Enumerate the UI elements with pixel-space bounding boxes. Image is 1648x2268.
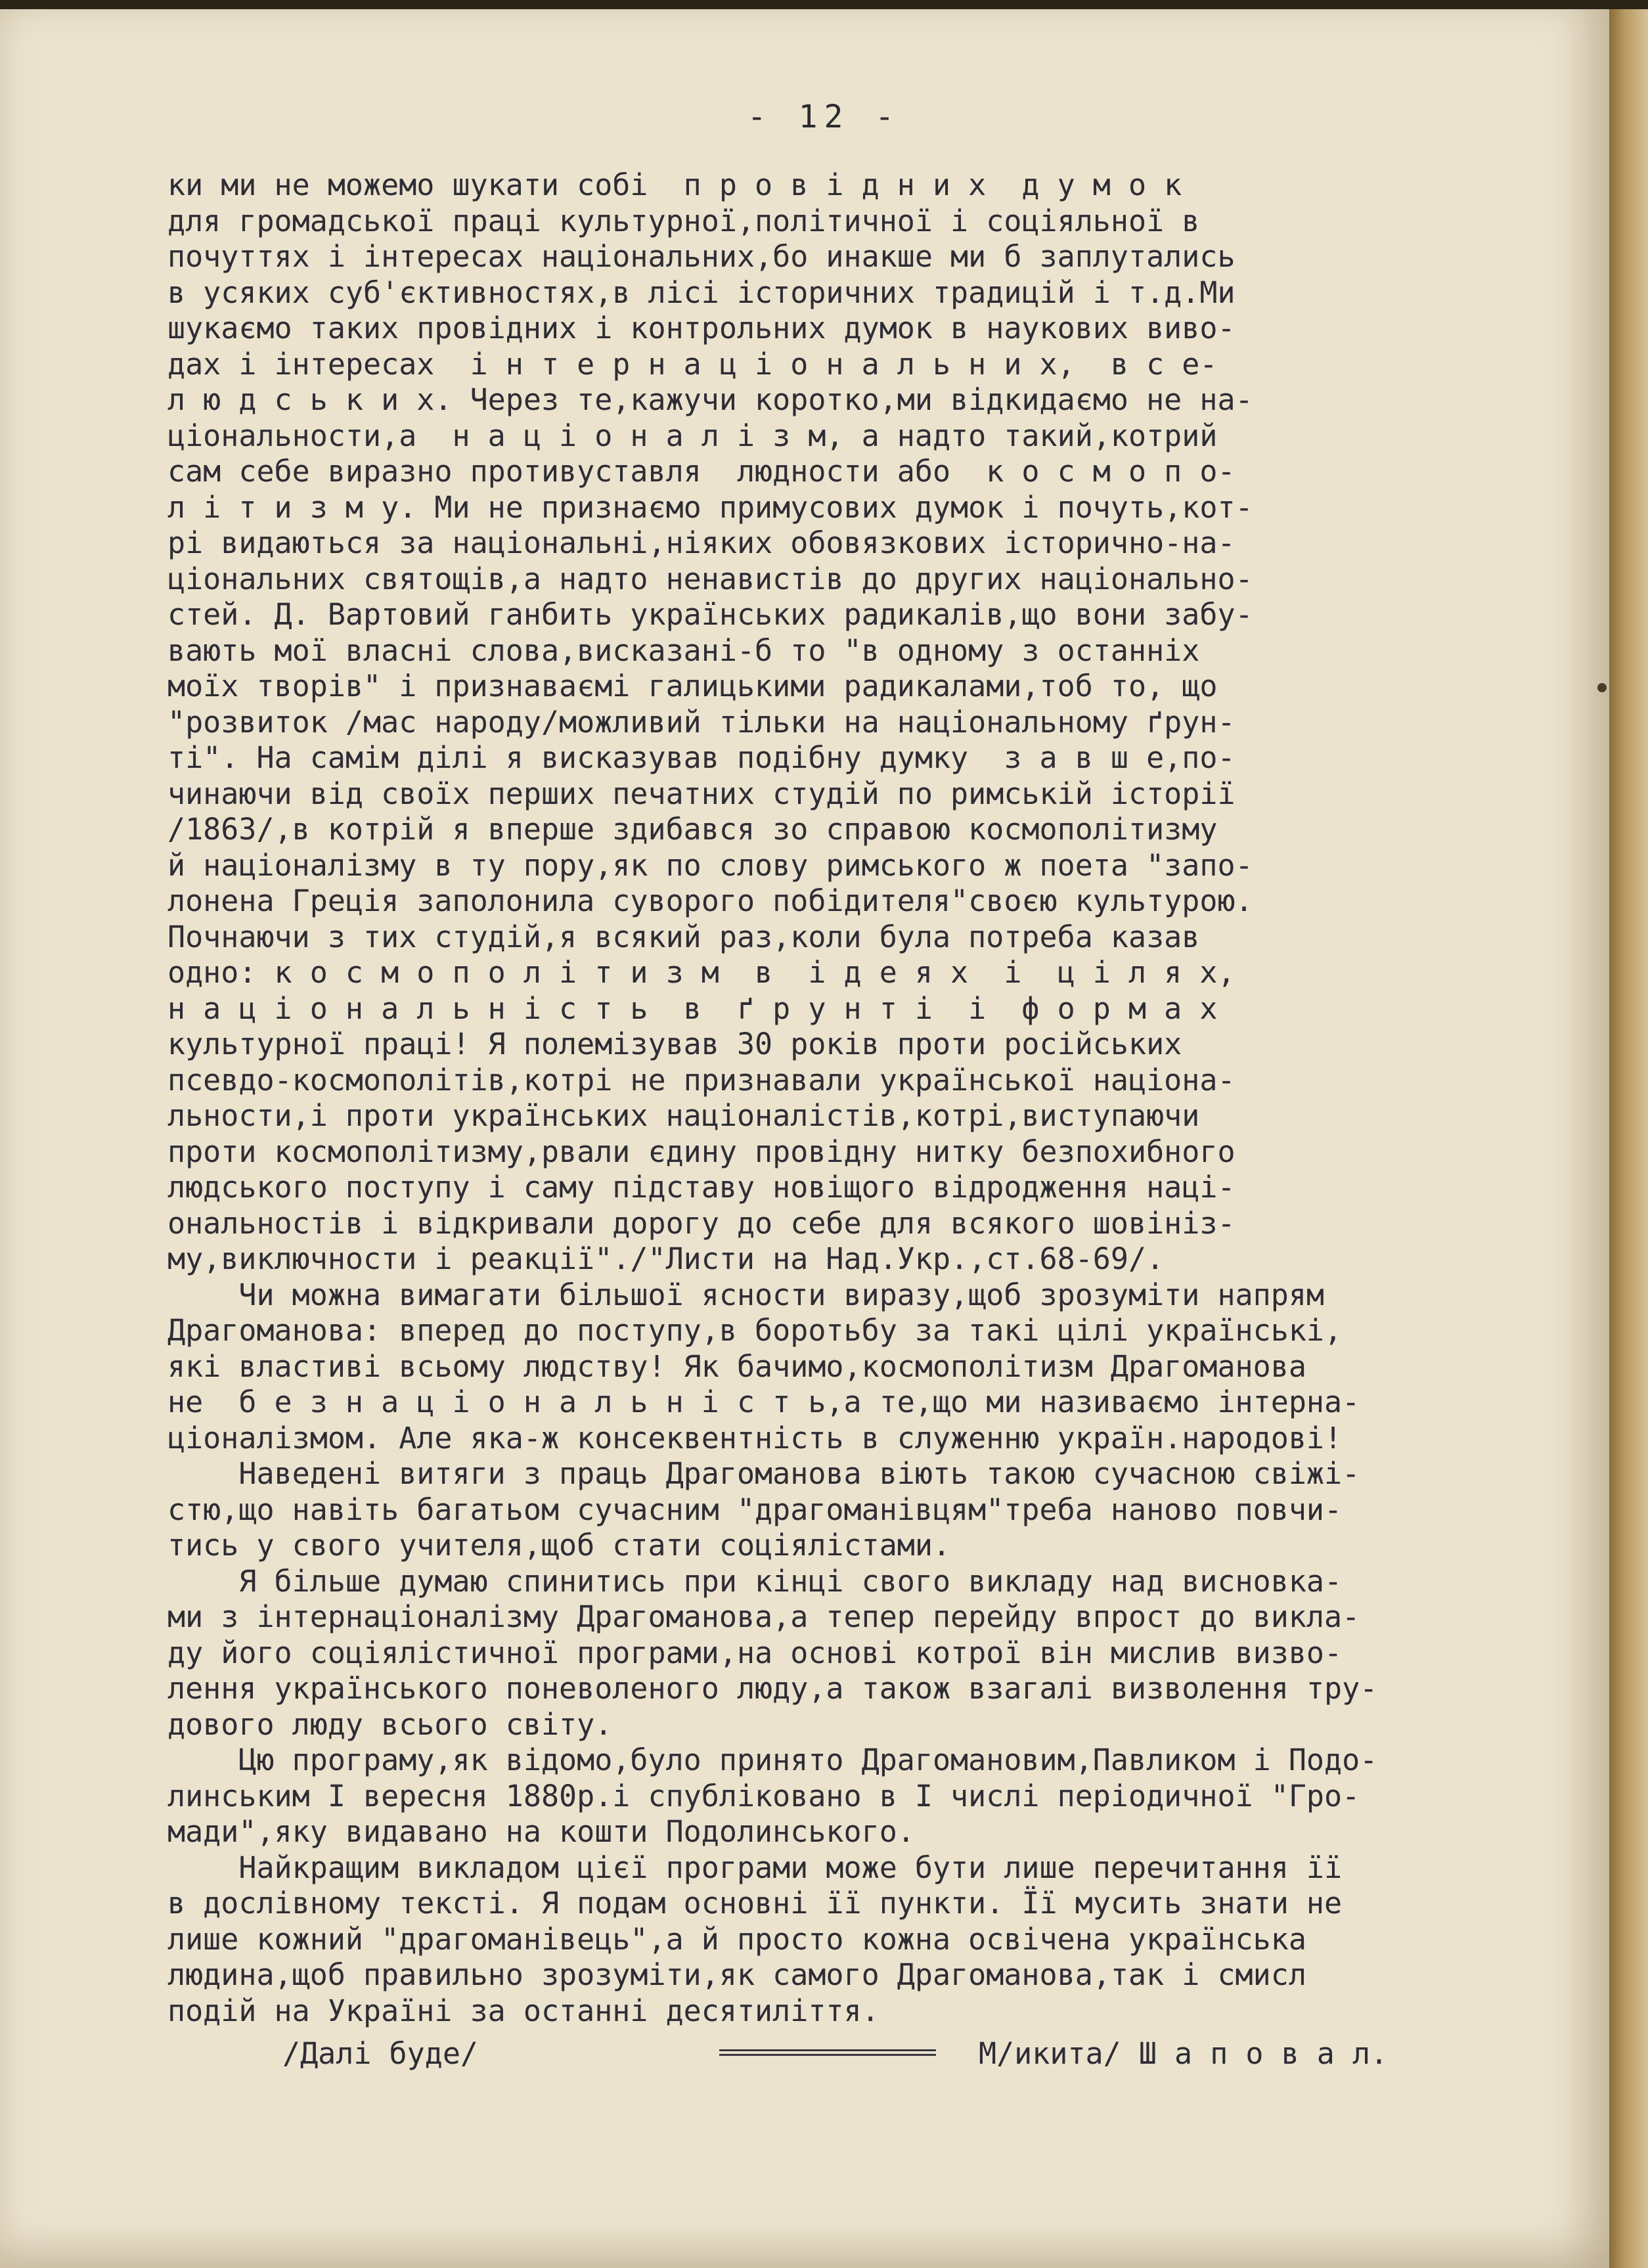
page-edge-shadow <box>1609 0 1648 2268</box>
text-line: /1863/,в котрій я вперше здибався зо справою космополітизму <box>167 812 1218 847</box>
text-line: Наведені витяги з праць Драгоманова віють такою сучасною свіжі- <box>167 1456 1360 1491</box>
text-line: в усяких суб'єктивностях,в лісі історичних традицій і т.д.Ми <box>167 275 1236 310</box>
signoff-row <box>0 2036 1648 2076</box>
text-line: лише кожний "драгоманівець",а й просто кожна освічена українська <box>167 1921 1306 1957</box>
text-line: л ю д с ь к и х. Через те,кажучи коротко,ми відкидаємо не на- <box>167 382 1253 417</box>
continued-note: /Далі буде/ <box>282 2036 479 2071</box>
text-line: ки ми не можемо шукати собі п р о в і д н и х д у м о к <box>167 167 1182 202</box>
text-line: почуттях і інтересах національних,бо инакше ми б заплутались <box>167 239 1236 274</box>
text-line: вають мої власні слова,висказані-б то "в одному з останніх <box>167 633 1200 668</box>
text-line: й націоналізму в ту пору,як по слову римського ж поета "запо- <box>167 847 1253 883</box>
text-line: н а ц і о н а л ь н і с т ь в ґ р у н т і і ф о р м а х <box>167 990 1218 1026</box>
text-line: стей. Д. Вартовий ганбить українських радикалів,що вони забу- <box>167 597 1253 632</box>
text-line: Драгоманова: вперед до поступу,в боротьбу за такі цілі українські, <box>167 1313 1343 1348</box>
text-line: подій на Україні за останні десятиліття. <box>167 1993 880 2028</box>
text-line: дах і інтересах і н т е р н а ц і о н а л ь н и х, в с е- <box>167 346 1218 382</box>
text-line: які властиві всьому людству! Як бачимо,космополітизм Драгоманова <box>167 1348 1306 1384</box>
text-line: ду його соціялістичної програми,на основі котрої він мислив визво- <box>167 1635 1343 1670</box>
text-line: проти космополітизму,рвали єдину провідну нитку безпохибного <box>167 1134 1236 1169</box>
text-line: чинаючи від своїх перших печатних студій по римській історії <box>167 776 1236 811</box>
text-line: тись у свого учителя,щоб стати соціялістами. <box>167 1528 951 1563</box>
text-line: льности,і проти українських націоналістів,котрі,виступаючи <box>167 1098 1200 1133</box>
text-line: одно: к о с м о п о л і т и з м в і д е я х і ц і л я х, <box>167 955 1236 990</box>
text-line: ціональних святощів,а надто ненавистів до других національно- <box>167 561 1253 596</box>
text-line: лення українського поневоленого люду,а також взагалі визволення тру- <box>167 1671 1378 1706</box>
text-line: псевдо-космополітів,котрі не признавали української націона- <box>167 1062 1236 1098</box>
text-line: культурної праці! Я полемізував 30 років проти російських <box>167 1027 1182 1061</box>
text-line: шукаємо таких провідних і контрольних думок в наукових виво- <box>167 311 1236 345</box>
text-line: людина,щоб правильно зрозуміти,як самого Драгоманова,так і смисл <box>167 1957 1306 1992</box>
text-line: стю,що навіть багатьом сучасним "драгоманівцям"треба наново повчи- <box>167 1492 1343 1527</box>
text-line: ціоналізмом. Але яка-ж консеквентність в служенню україн.народові! <box>167 1420 1343 1456</box>
text-line: лонена Греція заполонила суворого побідителя"своєю культурою. <box>167 883 1253 918</box>
double-rule-divider <box>719 2049 936 2056</box>
page-number: - 12 - <box>747 99 901 135</box>
scan-top-border <box>0 0 1648 9</box>
text-line: моїх творів" і признаваємі галицькими радикалами,тоб то, що <box>167 669 1218 703</box>
text-line: Я більше думаю спинитись при кінці свого викладу над висновка- <box>167 1563 1343 1599</box>
text-line: дового люду всього світу. <box>167 1706 613 1742</box>
text-line: ми з інтернаціоналізму Драгоманова,а тепер перейду впрост до викла- <box>167 1599 1360 1634</box>
binder-hole-mark <box>1597 683 1607 692</box>
text-line: ціональности,а н а ц і о н а л і з м, а надто такий,котрий <box>167 418 1218 453</box>
text-line: людського поступу і саму підставу новіщого відродження наці- <box>167 1170 1236 1205</box>
text-line: Цю програму,як відомо,було принято Драгомановим,Павликом і Подо- <box>167 1743 1378 1777</box>
text-line: Найкращим викладом цієї програми може бути лише перечитання її <box>167 1850 1343 1885</box>
text-line: л і т и з м у. Ми не признаємо примусових думок і почуть,кот- <box>167 489 1253 525</box>
text-line: Чи можна вимагати більшої ясности виразу,щоб зрозуміти напрям <box>167 1277 1324 1312</box>
text-line: мади",яку видавано на кошти Подолинського. <box>167 1814 915 1849</box>
text-line: Почнаючи з тих студій,я всякий раз,коли була потреба казав <box>167 919 1200 954</box>
text-line: рі видаються за національні,ніяких обовязкових історично-на- <box>167 525 1236 560</box>
text-line: в дослівному тексті. Я подам основні її пункти. Її мусить знати не <box>167 1886 1343 1921</box>
text-line: ональностів і відкривали дорогу до себе для всякого шовініз- <box>167 1205 1236 1241</box>
typewritten-body-text <box>167 167 1540 2029</box>
text-line: ті". На самім ділі я висказував подібну думку з а в ш е,по- <box>167 740 1236 775</box>
text-line: для громадської праці культурної,політичної і соціяльної в <box>167 203 1200 238</box>
text-line: не б е з н а ц і о н а л ь н і с т ь,а те,що ми називаємо інтерна- <box>167 1385 1360 1419</box>
text-line: линським I вересня 1880р.і спубліковано в I числі періодичної "Гро- <box>167 1778 1360 1813</box>
text-line: му,виключности і реакції"./"Листи на Над.Укр.,ст.68-69/. <box>167 1241 1165 1276</box>
author-signature: М/икита/ Ш а п о в а л. <box>979 2036 1389 2071</box>
text-line: сам себе виразно противуставля людности або к о с м о п о- <box>167 454 1236 489</box>
text-line: "розвиток /мас народу/можливий тільки на національному ґрун- <box>167 704 1236 740</box>
